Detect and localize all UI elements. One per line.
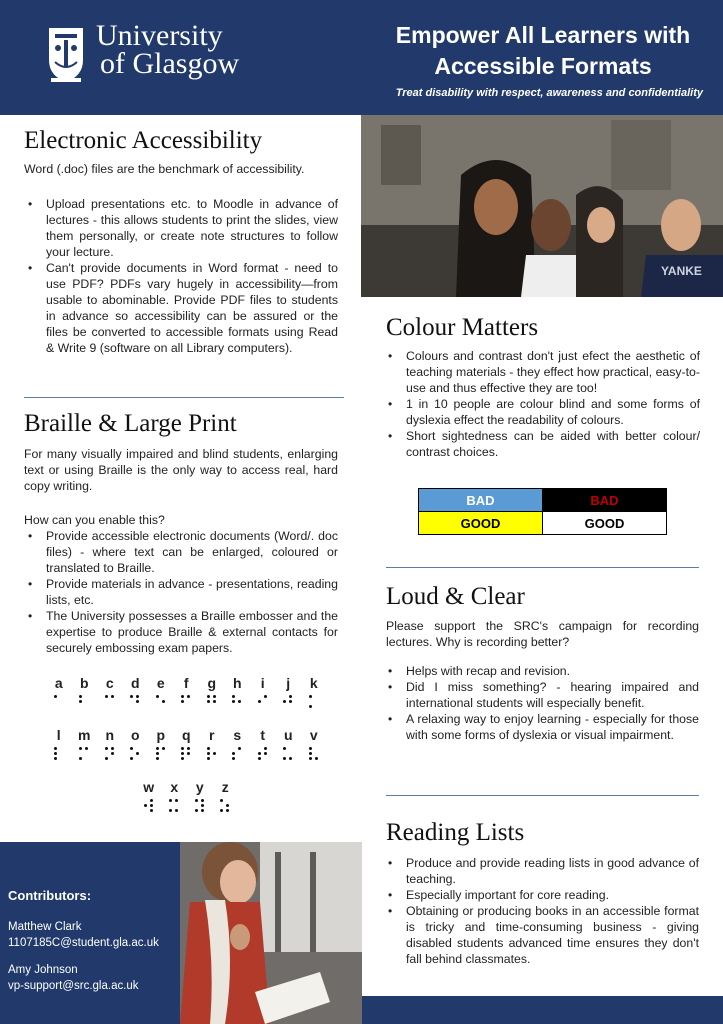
braille-letter: t (260, 727, 266, 743)
braille-dot (258, 757, 261, 760)
braille-dot (213, 705, 216, 708)
braille-dot (54, 747, 57, 750)
braille-row (136, 778, 238, 813)
braille-letter: h (232, 675, 242, 691)
braille-letter: q (181, 727, 191, 743)
braille-dots-icon (250, 695, 276, 709)
braille-letter: u (283, 727, 293, 743)
braille-cell (97, 674, 123, 709)
braille-cell (174, 674, 200, 709)
braille-cell (250, 726, 276, 761)
braille-letter: x (170, 779, 179, 795)
braille-dot (187, 752, 190, 755)
braille-dot (60, 752, 63, 755)
poster-title: Empower All Learners with Accessible Formats (395, 22, 691, 79)
university-wordmark (96, 19, 240, 80)
braille-dot (85, 700, 88, 703)
list-item: • Especially important for core reading. (386, 887, 699, 903)
list-item: • Did I miss something? - hearing impaired and international students will especially benefit. (386, 679, 699, 711)
braille-dot (156, 695, 159, 698)
braille-dot (232, 752, 235, 755)
braille-dot (85, 695, 88, 698)
braille-dot (136, 700, 139, 703)
braille-cell (148, 726, 174, 761)
braille-letter: a (54, 675, 63, 691)
braille-dot (213, 752, 216, 755)
braille-dots-icon (276, 695, 302, 709)
braille-dots-icon (301, 747, 327, 761)
braille-dot (136, 705, 139, 708)
colour-heading: Colour Matters (386, 314, 539, 341)
braille-dot (315, 705, 318, 708)
braille-dot (60, 700, 63, 703)
braille-dot (315, 757, 318, 760)
braille-dot (207, 700, 210, 703)
braille-letter: b (79, 675, 89, 691)
braille-dot (111, 747, 114, 750)
braille-dot (130, 695, 133, 698)
braille-dots-icon (72, 695, 98, 709)
braille-dot (60, 747, 63, 750)
braille-dot (85, 757, 88, 760)
braille-list (26, 528, 338, 656)
braille-letter: l (56, 727, 61, 743)
braille-dot (283, 695, 286, 698)
braille-dot (258, 752, 261, 755)
braille-dot (201, 799, 204, 802)
braille-dots-icon (97, 695, 123, 709)
braille-dot (181, 705, 184, 708)
braille-dot (105, 705, 108, 708)
braille-row (46, 726, 327, 761)
braille-dot (181, 757, 184, 760)
braille-dot (213, 695, 216, 698)
braille-cell (276, 726, 302, 761)
braille-dot (136, 747, 139, 750)
braille-dot (187, 705, 190, 708)
braille-cell (301, 674, 327, 709)
braille-cell (123, 674, 149, 709)
list-item: • Helps with recap and revision. (386, 663, 699, 679)
braille-letter: s (233, 727, 242, 743)
braille-cell (225, 726, 251, 761)
braille-dot (162, 695, 165, 698)
braille-dots-icon (46, 695, 72, 709)
braille-letter: w (143, 779, 155, 795)
braille-letter: z (221, 779, 229, 795)
braille-dot (187, 700, 190, 703)
contributor-2 (8, 962, 139, 994)
braille-dot (213, 757, 216, 760)
braille-dots-icon (72, 747, 98, 761)
braille-heading: Braille & Large Print (24, 410, 237, 437)
braille-dot (105, 747, 108, 750)
bad-contrast-sample-red: BAD (543, 489, 667, 512)
students-photo-illustration (361, 115, 723, 297)
braille-letter: n (105, 727, 115, 743)
colour-contrast-table (418, 488, 667, 535)
list-item: • Obtaining or producing books in an accessible format is tricky and time-consuming business - giving disabled students advanced time ensures they don't fall behind classmates. (386, 903, 699, 967)
braille-dot (111, 705, 114, 708)
braille-dot (162, 705, 165, 708)
contributor-name: Amy Johnson (8, 964, 78, 976)
poster-subtitle: Treat disability with respect, awareness and confidentiality (395, 87, 703, 99)
braille-dot (289, 752, 292, 755)
braille-dot (258, 705, 261, 708)
braille-dot (232, 695, 235, 698)
braille-dot (79, 747, 82, 750)
braille-dot (136, 695, 139, 698)
braille-dot (156, 705, 159, 708)
braille-dot (315, 752, 318, 755)
braille-dot (111, 752, 114, 755)
braille-dot (169, 809, 172, 812)
braille-letter: g (207, 675, 217, 691)
braille-dot (136, 757, 139, 760)
braille-letter: e (156, 675, 165, 691)
braille-dot (283, 700, 286, 703)
loud-intro: Please support the SRC's campaign for recording lectures. Why is recording better? (386, 619, 699, 649)
braille-letter: k (309, 675, 318, 691)
logo-line-1: University (96, 19, 223, 52)
braille-dot (85, 705, 88, 708)
braille-dot (289, 695, 292, 698)
section-divider (386, 567, 699, 568)
braille-dot (79, 757, 82, 760)
braille-dot (130, 700, 133, 703)
contributor-1 (8, 919, 159, 951)
braille-dot (226, 809, 229, 812)
braille-dot (283, 752, 286, 755)
braille-dots-icon (148, 695, 174, 709)
list-item: • Provide accessible electronic documents (Word/. doc files) - where text can be enlarged, coloured or translated to Braille. (26, 528, 338, 576)
braille-dot (195, 809, 198, 812)
braille-dot (309, 757, 312, 760)
electronic-intro: Word (.doc) files are the benchmark of accessibility. (24, 162, 305, 176)
braille-dot (207, 695, 210, 698)
braille-dot (105, 752, 108, 755)
braille-dot (195, 799, 198, 802)
list-item: • Colours and contrast don't just efect the aesthetic of teaching materials - they effect how practical, easy-to-use and thus effective they are too! (386, 348, 700, 396)
braille-dot (238, 695, 241, 698)
braille-dots-icon (225, 695, 251, 709)
braille-dots-icon (250, 747, 276, 761)
braille-letter: i (260, 675, 265, 691)
braille-cell (123, 726, 149, 761)
good-contrast-sample-yellow: GOOD (419, 512, 543, 535)
braille-dot (207, 705, 210, 708)
braille-dot (79, 700, 82, 703)
braille-dot (232, 705, 235, 708)
braille-dot (175, 804, 178, 807)
braille-dot (111, 700, 114, 703)
braille-dot (79, 705, 82, 708)
braille-cell (136, 778, 162, 813)
braille-dot (162, 752, 165, 755)
braille-dot (283, 705, 286, 708)
section-divider (24, 397, 344, 398)
header-banner (0, 0, 723, 115)
braille-dot (156, 752, 159, 755)
braille-letter: c (105, 675, 114, 691)
braille-cell (46, 726, 72, 761)
braille-dot (220, 804, 223, 807)
braille-dot (226, 799, 229, 802)
braille-letter: m (78, 727, 91, 743)
contributor-email[interactable]: vp-support@src.gla.ac.uk (8, 980, 139, 992)
braille-dot (315, 695, 318, 698)
braille-dots-icon (187, 799, 213, 813)
braille-dot (105, 700, 108, 703)
braille-dot (315, 747, 318, 750)
braille-letter: d (130, 675, 140, 691)
braille-cell (162, 778, 188, 813)
braille-dot (130, 747, 133, 750)
braille-cell (148, 674, 174, 709)
braille-cell (72, 674, 98, 709)
braille-dot (105, 695, 108, 698)
braille-cell (301, 726, 327, 761)
braille-dot (213, 747, 216, 750)
braille-cell (199, 726, 225, 761)
braille-cell (276, 674, 302, 709)
braille-dot (54, 700, 57, 703)
braille-dot (289, 705, 292, 708)
braille-dot (181, 747, 184, 750)
braille-dot (111, 695, 114, 698)
braille-dot (156, 700, 159, 703)
braille-row (46, 674, 327, 709)
braille-letter: v (309, 727, 318, 743)
braille-cell (213, 778, 239, 813)
braille-dot (232, 700, 235, 703)
braille-cell (199, 674, 225, 709)
contributor-name: Matthew Clark (8, 921, 82, 933)
braille-cell (225, 674, 251, 709)
braille-dot (85, 752, 88, 755)
braille-dot (79, 695, 82, 698)
braille-dot (130, 752, 133, 755)
braille-dot (175, 809, 178, 812)
braille-cell (46, 674, 72, 709)
braille-cell (250, 674, 276, 709)
braille-dot (289, 747, 292, 750)
braille-dot (238, 747, 241, 750)
braille-dot (201, 804, 204, 807)
contributors-panel (0, 842, 180, 1024)
contributors-heading: Contributors: (8, 888, 92, 903)
braille-dot (111, 757, 114, 760)
braille-dot (232, 747, 235, 750)
braille-letter: p (156, 727, 166, 743)
braille-dot (54, 695, 57, 698)
braille-dots-icon (199, 747, 225, 761)
braille-dot (238, 757, 241, 760)
bad-contrast-sample-blue: BAD (419, 489, 543, 512)
colour-list (386, 348, 700, 460)
list-item: • Produce and provide reading lists in good advance of teaching. (386, 855, 699, 887)
braille-dot (238, 705, 241, 708)
braille-dot (150, 804, 153, 807)
braille-dot (309, 752, 312, 755)
braille-dots-icon (174, 695, 200, 709)
reading-list (386, 855, 699, 967)
braille-dot (144, 804, 147, 807)
braille-dot (258, 747, 261, 750)
section-divider (386, 795, 699, 796)
reading-heading: Reading Lists (386, 819, 525, 846)
braille-dot (264, 752, 267, 755)
contributor-email[interactable]: 1107185C@student.gla.ac.uk (8, 937, 159, 949)
braille-dot (264, 747, 267, 750)
braille-dot (187, 695, 190, 698)
braille-cell (174, 726, 200, 761)
braille-dot (315, 700, 318, 703)
braille-intro: For many visually impaired and blind students, enlarging text or using Braille is the only way to access real, hard copy writing. (24, 447, 338, 493)
braille-dot (309, 747, 312, 750)
braille-cell (72, 726, 98, 761)
braille-dots-icon (199, 695, 225, 709)
braille-dot (156, 757, 159, 760)
braille-dot (136, 752, 139, 755)
braille-dots-icon (174, 747, 200, 761)
logo-line-2: of Glasgow (100, 47, 240, 80)
students-photo (361, 115, 723, 297)
braille-dot (226, 804, 229, 807)
good-contrast-sample-white: GOOD (543, 512, 667, 535)
braille-dots-icon (301, 695, 327, 709)
braille-dot (201, 809, 204, 812)
loud-heading: Loud & Clear (386, 583, 525, 610)
braille-cell (97, 726, 123, 761)
braille-dots-icon (46, 747, 72, 761)
braille-cell (187, 778, 213, 813)
braille-dot (60, 705, 63, 708)
braille-dot (258, 695, 261, 698)
braille-dot (238, 752, 241, 755)
list-item: • A relaxing way to enjoy learning - especially for those with some forms of dyslexia or visual impairment. (386, 711, 699, 743)
braille-dot (187, 747, 190, 750)
braille-dot (60, 757, 63, 760)
braille-dot (309, 705, 312, 708)
braille-dot (232, 757, 235, 760)
braille-dot (144, 809, 147, 812)
braille-dot (54, 752, 57, 755)
braille-dot (130, 705, 133, 708)
braille-dot (144, 799, 147, 802)
loud-list (386, 663, 699, 743)
braille-dot (264, 757, 267, 760)
braille-dot (283, 747, 286, 750)
braille-dot (220, 809, 223, 812)
student-reading-photo (180, 842, 362, 1024)
braille-dots-icon (136, 799, 162, 813)
braille-dot (187, 757, 190, 760)
braille-dot (213, 700, 216, 703)
braille-dot (54, 705, 57, 708)
braille-letter: r (209, 727, 215, 743)
braille-dots-icon (123, 695, 149, 709)
braille-dot (220, 799, 223, 802)
list-item: • 1 in 10 people are colour blind and some forms of dyslexia effect the readability of colours. (386, 396, 700, 428)
braille-dot (264, 700, 267, 703)
braille-dots-icon (213, 799, 239, 813)
braille-dot (85, 747, 88, 750)
braille-dot (79, 752, 82, 755)
braille-dot (207, 757, 210, 760)
braille-dot (162, 747, 165, 750)
braille-dot (283, 757, 286, 760)
braille-dot (207, 752, 210, 755)
braille-dot (169, 804, 172, 807)
list-item: • Upload presentations etc. to Moodle in advance of lectures - this allows students to print the slides, view them personally, or create note structures to follow your lecture. (26, 196, 338, 260)
footer-bar (362, 996, 723, 1024)
braille-dot (54, 757, 57, 760)
braille-dot (150, 809, 153, 812)
braille-dot (169, 799, 172, 802)
braille-dot (258, 700, 261, 703)
braille-dots-icon (148, 747, 174, 761)
list-item: • Provide materials in advance - presentations, reading lists, etc. (26, 576, 338, 608)
braille-dots-icon (123, 747, 149, 761)
svg-text:YANKE: YANKE (661, 264, 702, 278)
braille-dot (150, 799, 153, 802)
braille-dot (181, 700, 184, 703)
braille-dots-icon (225, 747, 251, 761)
braille-dot (181, 695, 184, 698)
braille-dot (309, 700, 312, 703)
braille-dot (181, 752, 184, 755)
braille-dot (207, 747, 210, 750)
braille-dots-icon (97, 747, 123, 761)
braille-dot (309, 695, 312, 698)
braille-dot (195, 804, 198, 807)
list-item: • Short sightedness can be aided with better colour/ contrast choices. (386, 428, 700, 460)
braille-letter: y (195, 779, 204, 795)
braille-dot (289, 757, 292, 760)
braille-dots-icon (162, 799, 188, 813)
braille-dot (105, 757, 108, 760)
braille-dot (162, 700, 165, 703)
braille-dot (175, 799, 178, 802)
braille-dots-icon (276, 747, 302, 761)
list-item: • The University possesses a Braille embosser and the expertise to produce Braille & external contacts for securely embossing exam papers. (26, 608, 338, 656)
braille-dot (162, 757, 165, 760)
university-crest-icon (47, 26, 85, 84)
braille-dot (156, 747, 159, 750)
braille-letter: o (130, 727, 140, 743)
list-item: • Can't provide documents in Word format - need to use PDF? PDFs vary hugely in accessibility—from usable to abominable. Provide PDF files to students in advance so accessibility can be assured or the files be converted to accessible formats using Read & Write 9 (software on all Library computers). (26, 260, 338, 356)
braille-dot (264, 705, 267, 708)
student-reading-illustration (180, 842, 362, 1024)
braille-question: How can you enable this? (24, 513, 165, 527)
braille-dot (60, 695, 63, 698)
braille-dot (238, 700, 241, 703)
braille-dot (130, 757, 133, 760)
electronic-list (26, 196, 338, 356)
braille-dot (289, 700, 292, 703)
braille-letter: j (286, 675, 291, 691)
electronic-heading: Electronic Accessibility (24, 127, 263, 154)
braille-dot (264, 695, 267, 698)
braille-letter: f (183, 675, 189, 691)
